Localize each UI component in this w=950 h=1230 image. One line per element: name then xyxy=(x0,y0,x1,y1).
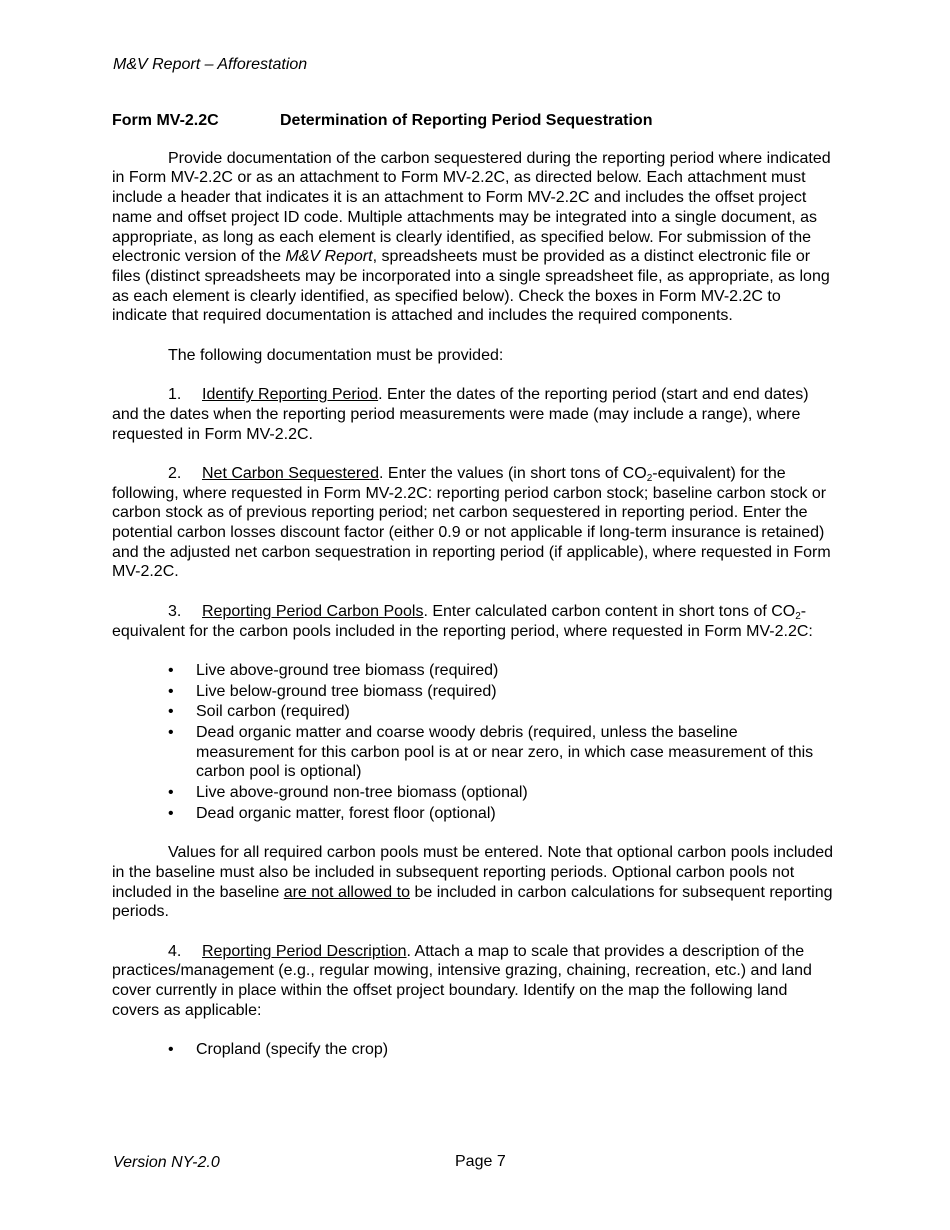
item-3-subscript: 2 xyxy=(795,610,801,622)
item-1-title: Identify Reporting Period xyxy=(202,386,379,404)
list-item xyxy=(168,682,836,702)
item-3-text-a: . Enter calculated carbon content in short tons of CO xyxy=(423,602,796,620)
lead-in: The following documentation must be provided: xyxy=(168,346,504,364)
bullet-icon: • xyxy=(168,804,174,822)
list-item-text: Dead organic matter and coarse woody debris (required, unless the baseline measurement for this carbon pool is at or near zero, in which case measurement of this carbon pool is optional) xyxy=(196,724,814,781)
list-item-text: Dead organic matter, forest floor (optional) xyxy=(196,804,496,822)
list-item-text: Live above-ground tree biomass (required) xyxy=(196,661,499,679)
land-cover-list xyxy=(112,1040,836,1060)
form-heading xyxy=(112,111,836,131)
item-2 xyxy=(112,464,836,582)
bullet-icon: • xyxy=(168,1041,174,1059)
bullet-icon: • xyxy=(168,661,174,679)
list-item xyxy=(168,702,836,722)
list-item-text: Live above-ground non-tree biomass (optional) xyxy=(196,784,528,802)
list-item xyxy=(168,1040,836,1060)
bullet-icon: • xyxy=(168,703,174,721)
list-item-text: Soil carbon (required) xyxy=(196,703,350,721)
running-header: M&V Report – Afforestation xyxy=(113,56,308,73)
item-3 xyxy=(112,602,836,641)
item-1 xyxy=(112,385,836,444)
item-2-number: 2. xyxy=(168,464,182,482)
item-2-title: Net Carbon Sequestered xyxy=(202,464,379,482)
item-2-text-b: -equivalent) for the following, where requested in Form MV-2.2C: reporting period carbon stock; baseline carbon stock or carbon stock as of previous reporting period; net carbon sequestered in reporting period. Enter the potential carbon losses discount factor (either 0.9 or not applicable if long-term insurance is retained) and the adjusted net carbon sequestration in reporting period (if applicable), where requested in Form MV-2.2C. xyxy=(112,464,831,581)
item-2-text-a: . Enter the values (in short tons of CO xyxy=(379,464,647,482)
bullet-icon: • xyxy=(168,784,174,802)
intro-report-name: M&V Report xyxy=(285,248,373,266)
carbon-pools-note xyxy=(112,843,836,922)
item-4 xyxy=(112,942,836,1021)
page-number: Page 7 xyxy=(455,1153,506,1170)
list-item xyxy=(168,661,836,681)
form-title: Determination of Reporting Period Sequestration xyxy=(280,112,653,129)
note-emphasis: are not allowed to xyxy=(283,883,410,901)
item-4-number: 4. xyxy=(168,942,182,960)
item-3-number: 3. xyxy=(168,602,182,620)
list-item xyxy=(168,783,836,803)
document-body xyxy=(112,111,836,1080)
intro-text-1: Provide documentation of the carbon sequestered during the reporting period where indicated in Form MV-2.2C or as an attachment to Form MV-2.2C, as directed below. Each attachment must include a header that indicates it is an attachment to Form MV-2.2C and includes the offset project name and offset project ID code. Multiple attachments may be integrated into a single document, as appropriate, as long as each element is clearly identified, as specified below. For submission of the electronic version of the xyxy=(112,149,831,266)
bullet-icon: • xyxy=(168,724,174,742)
intro-paragraph xyxy=(112,149,836,326)
item-2-subscript: 2 xyxy=(646,472,653,484)
list-item-text: Live below-ground tree biomass (required) xyxy=(196,682,497,700)
footer-version: Version NY-2.0 xyxy=(113,1154,220,1171)
intro-text-2: , spreadsheets must be provided as a distinct electronic file or files (distinct spreadsheets may be incorporated into a single spreadsheet file, as appropriate, as long as each element is clearly identified, as specified below). Check the boxes in Form MV-2.2C to indicate that required documentation is attached and includes the required components. xyxy=(112,248,830,325)
note-text-a: Values for all required carbon pools must be entered. Note that optional carbon pools included in the baseline must also be included in subsequent reporting periods. Optional carbon pools not included in the baseline xyxy=(112,844,834,901)
bullet-icon: • xyxy=(168,682,174,700)
item-3-title: Reporting Period Carbon Pools xyxy=(202,602,424,620)
list-item-text: Cropland (specify the crop) xyxy=(196,1041,389,1059)
item-4-title: Reporting Period Description xyxy=(202,942,407,960)
list-item xyxy=(168,804,836,824)
note-text-b: be included in carbon calculations for subsequent reporting periods. xyxy=(112,883,833,921)
item-1-text: . Enter the dates of the reporting period (start and end dates) and the dates when the reporting period measurements were made (may include a range), where requested in Form MV-2.2C. xyxy=(112,386,809,443)
form-code: Form MV-2.2C xyxy=(112,112,219,129)
item-4-text: . Attach a map to scale that provides a description of the practices/management (e.g., regular mowing, intensive grazing, chaining, recreation, etc.) and land cover currently in place within the offset project boundary. Identify on the map the following land covers as applicable: xyxy=(112,942,812,1019)
item-1-number: 1. xyxy=(168,386,182,404)
carbon-pools-list xyxy=(112,661,836,824)
list-item xyxy=(168,723,836,782)
item-3-text-b: -equivalent for the carbon pools included in the reporting period, where requested in Form MV-2.2C: xyxy=(112,602,813,640)
